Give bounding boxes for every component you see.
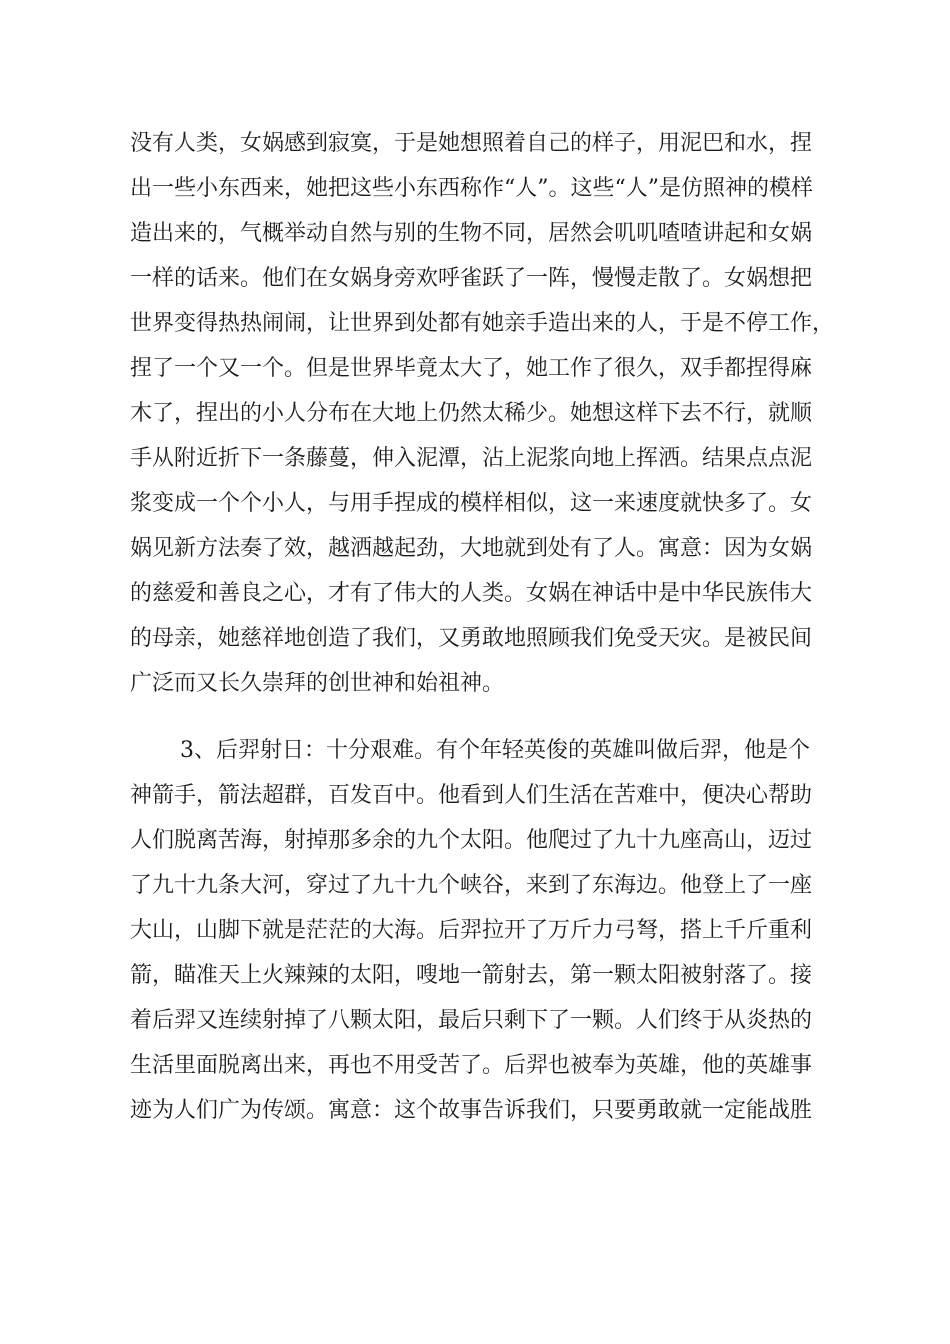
text-line: 世界变得热热闹闹，让世界到处都有她亲手造出来的人，于是不停工作， — [130, 311, 835, 336]
text-line: 一样的话来。他们在女娲身旁欢呼雀跃了一阵，慢慢走散了。女娲想把 — [130, 266, 813, 291]
text-line: 着后羿又连续射掉了八颗太阳，最后只剩下了一颗。人们终于从炎热的 — [130, 1008, 813, 1033]
text-line: 浆变成一个个小人，与用手捏成的模样相似，这一来速度就快多了。女 — [130, 491, 813, 516]
text-line: 了九十九条大河，穿过了九十九个峡谷，来到了东海边。他登上了一座 — [130, 873, 813, 898]
text-line: 箭，瞄准天上火辣辣的太阳，嗖地一箭射去，第一颗太阳被射落了。接 — [130, 963, 813, 988]
text-line: 出一些小东西来，她把这些小东西称作“人”。这些“人”是仿照神的模样 — [130, 176, 813, 201]
text-line: 的母亲，她慈祥地创造了我们，又勇敢地照顾我们免受天灾。是被民间 — [130, 626, 813, 651]
text-line: 3、后羿射日：十分艰难。有个年轻英俊的英雄叫做后羿，他是个 — [180, 738, 810, 763]
text-line: 人们脱离苦海，射掉那多余的九个太阳。他爬过了九十九座高山，迈过 — [130, 828, 813, 853]
text-line: 神箭手，箭法超群，百发百中。他看到人们生活在苦难中，便决心帮助 — [130, 783, 813, 808]
text-line: 捏了一个又一个。但是世界毕竟太大了，她工作了很久，双手都捏得麻 — [130, 356, 813, 381]
text-line: 迹为人们广为传颂。寓意：这个故事告诉我们，只要勇敢就一定能战胜 — [130, 1098, 813, 1123]
text-line: 手从附近折下一条藤蔓，伸入泥潭，沾上泥浆向地上挥洒。结果点点泥 — [130, 446, 813, 471]
text-line: 木了，捏出的小人分布在大地上仍然太稀少。她想这样下去不行，就顺 — [130, 401, 813, 426]
text-line: 造出来的，气概举动自然与别的生物不同，居然会叽叽喳喳讲起和女娲 — [130, 221, 813, 246]
text-line: 娲见新方法奏了效，越洒越起劲，大地就到处有了人。寓意：因为女娲 — [130, 536, 813, 561]
text-line: 没有人类，女娲感到寂寞，于是她想照着自己的样子，用泥巴和水，捏 — [130, 131, 813, 156]
text-line: 生活里面脱离出来，再也不用受苦了。后羿也被奉为英雄，他的英雄事 — [130, 1053, 813, 1078]
text-line: 的慈爱和善良之心，才有了伟大的人类。女娲在神话中是中华民族伟大 — [130, 581, 813, 606]
text-line: 广泛而又长久崇拜的创世神和始祖神。 — [130, 671, 505, 696]
text-line: 大山，山脚下就是茫茫的大海。后羿拉开了万斤力弓弩，搭上千斤重利 — [130, 918, 813, 943]
